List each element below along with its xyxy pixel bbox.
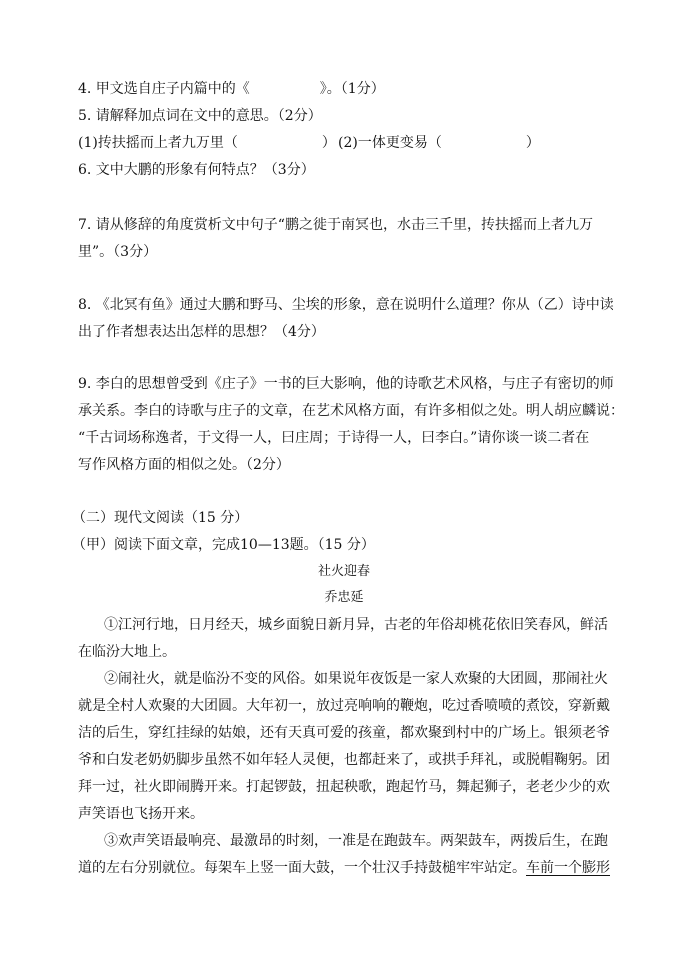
article-author: 乔忠延 (324, 590, 364, 605)
section-2-heading: （二）现代文阅读（15 分） (72, 510, 249, 526)
paragraph-3-line-2-text: 道的左右分别就位。每架车上竖一面大鼓，一个壮汉手持鼓槌牢牢站定。 (78, 860, 526, 876)
question-8-line-1: 8. 《北冥有鱼》通过大鹏和野马、尘埃的形象，意在说明什么道理？你从（乙）诗中读 (78, 297, 614, 313)
paragraph-3-line-1: ③欢声笑语最响亮、最激昂的时刻，一准是在跑鼓车。两架鼓车，两拨后生，在跑 (104, 833, 608, 849)
question-5-item-1: (1)抟扶摇而上者九万里（ ） (78, 135, 336, 151)
question-7-line-1: 7. 请从修辞的角度赏析文中句子“鹏之徙于南冥也，水击三千里，抟扶摇而上者九万 (78, 217, 593, 233)
paragraph-2-line-3: 洁的后生，穿红挂绿的姑娘，还有天真可爱的孩童，都欢聚到村中的广场上。银须老爷 (78, 725, 610, 741)
paragraph-2-line-6: 声笑语也飞扬开来。 (78, 806, 204, 822)
underlined-phrase: 车前一个膨形 (526, 860, 610, 876)
paragraph-2-line-4: 爷和白发老奶奶脚步虽然不如年轻人灵便，也都赶来了，或拱手拜礼，或脱帽鞠躬。团 (78, 752, 610, 768)
paragraph-2-line-2: 就是全村人欢聚的大团圆。大年初一，放过亮响响的鞭炮，吃过香喷喷的煮饺，穿新戴 (78, 698, 610, 714)
question-9-line-2: 承关系。李白的诗歌与庄子的文章，在艺术风格方面，有许多相似之处。明人胡应麟说： (78, 403, 624, 419)
question-9-line-1: 9. 李白的思想曾受到《庄子》一书的巨大影响，他的诗歌艺术风格，与庄子有密切的师 (78, 376, 614, 392)
question-7-line-2: 里”。（3分） (78, 244, 158, 260)
paragraph-1-line-2: 在临汾大地上。 (78, 644, 176, 660)
article-title: 社火迎春 (317, 564, 370, 579)
question-9-line-4: 写作风格方面的相似之处。（2分） (78, 457, 290, 473)
question-4: 4. 甲文选自庄子内篇中的《 》。（1分） (78, 81, 385, 97)
question-8-line-2: 出了作者想表达出怎样的思想？（4分） (78, 324, 325, 340)
paragraph-1-line-1: ①江河行地，日月经天，城乡面貌日新月异，古老的年俗却桃花依旧笑春风，鲜活 (104, 617, 608, 633)
section-2-subheading: （甲）阅读下面文章，完成10—13题。（15 分） (72, 537, 375, 553)
question-9-line-3: “千古词场称逸者，于文得一人，曰庄周；于诗得一人，曰李白。”请你谈一谈二者在 (78, 430, 590, 446)
paragraph-2-line-1: ②闹社火，就是临汾不变的风俗。如果说年夜饭是一家人欢聚的大团圆，那闹社火 (104, 671, 608, 687)
question-6: 6. 文中大鹏的形象有何特点？（3分） (78, 162, 315, 178)
paragraph-3-line-2 (78, 859, 610, 877)
paragraph-2-line-5: 拜一过，社火即闹腾开来。打起锣鼓，扭起秧歌，跑起竹马，舞起狮子，老老少少的欢 (78, 779, 610, 795)
question-5: 5. 请解释加点词在文中的意思。（2分） (78, 108, 322, 124)
question-5-item-2: (2)一体更变易（ ） (338, 135, 540, 151)
